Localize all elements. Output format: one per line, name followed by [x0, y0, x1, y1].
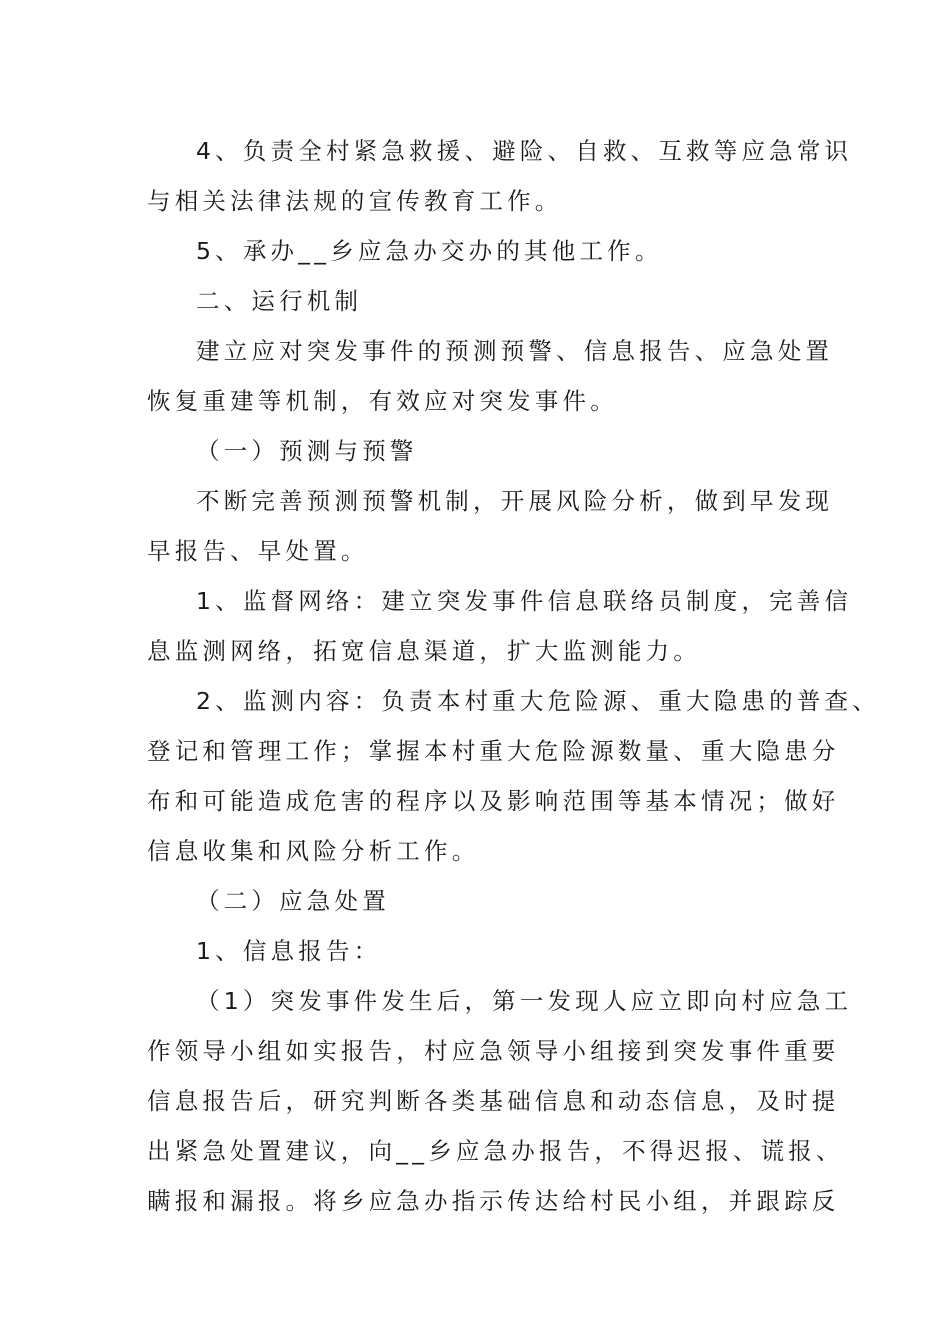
text-line: 作领导小组如实报告，村应急领导小组接到突发事件重要 [147, 1037, 840, 1065]
section-heading: 二、运行机制 [196, 287, 363, 315]
subsection-heading: （一）预测与预警 [196, 437, 418, 465]
text-line: （1）突发事件发生后，第一发现人应立即向村应急工 [196, 987, 853, 1015]
text-line: 信息报告后，研究判断各类基础信息和动态信息，及时提 [147, 1087, 840, 1115]
text-line: 2、监测内容：负责本村重大危险源、重大隐患的普查、 [196, 687, 880, 715]
text-line: 瞒报和漏报。将乡应急办指示传达给村民小组，并跟踪反 [147, 1187, 840, 1215]
text-line: 1、信息报告： [196, 937, 382, 965]
text-line: 不断完善预测预警机制，开展风险分析，做到早发现 [196, 487, 834, 515]
text-line: 登记和管理工作；掌握本村重大危险源数量、重大隐患分 [147, 737, 840, 765]
text-line: 息监测网络，拓宽信息渠道，扩大监测能力。 [147, 637, 701, 665]
text-line: 恢复重建等机制，有效应对突发事件。 [147, 387, 618, 415]
text-line: 与相关法律法规的宣传教育工作。 [147, 187, 563, 215]
text-line: 早报告、早处置。 [147, 537, 369, 565]
text-line: 4、负责全村紧急救援、避险、自救、互救等应急常识 [196, 137, 853, 165]
subsection-heading: （二）应急处置 [196, 887, 390, 915]
text-line: 信息收集和风险分析工作。 [147, 837, 480, 865]
text-line: 出紧急处置建议，向__乡应急办报告，不得迟报、谎报、 [147, 1137, 844, 1165]
text-line: 建立应对突发事件的预测预警、信息报告、应急处置 [196, 337, 834, 365]
text-line: 5、承办__乡应急办交办的其他工作。 [196, 237, 663, 265]
text-line: 1、监督网络：建立突发事件信息联络员制度，完善信 [196, 587, 853, 615]
text-line: 布和可能造成危害的程序以及影响范围等基本情况；做好 [147, 787, 840, 815]
